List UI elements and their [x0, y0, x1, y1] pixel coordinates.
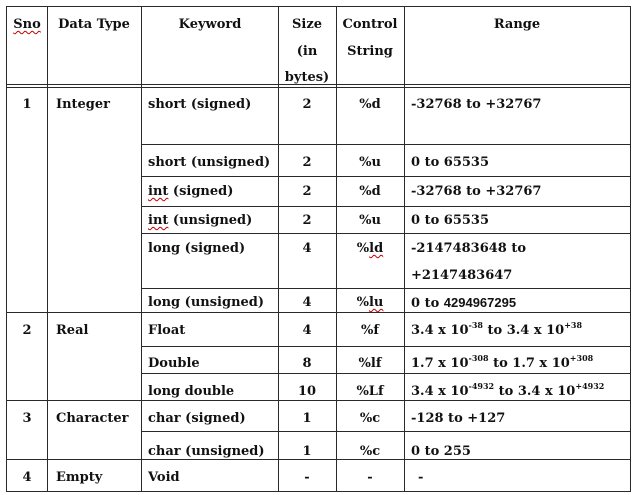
row-range — [411, 295, 516, 311]
data-types-table — [6, 6, 631, 492]
range-min: 1.7 x 10 — [411, 356, 469, 371]
control-percent: % — [356, 295, 369, 310]
range-min: 3.4 x 10 — [411, 323, 469, 338]
group-divider — [6, 312, 631, 313]
row-size: 1 — [302, 411, 312, 426]
row-size: 4 — [302, 241, 312, 256]
row-divider — [141, 346, 631, 347]
row-range-line1: -2147483648 to — [411, 241, 527, 256]
column-divider — [404, 6, 405, 492]
row-control-string: %d — [359, 184, 381, 199]
row-size: 4 — [302, 295, 312, 310]
row-keyword: long (signed) — [148, 241, 246, 256]
control-code: lu — [368, 295, 384, 310]
column-divider — [47, 6, 48, 492]
row-divider — [141, 233, 631, 234]
row-keyword: short (unsigned) — [148, 155, 271, 170]
header-divider — [6, 87, 631, 88]
row-sno: 2 — [22, 323, 32, 338]
row-control-string: - — [367, 470, 373, 485]
row-control-string — [357, 295, 384, 310]
control-code: ld — [369, 241, 384, 256]
row-data-type: Integer — [56, 97, 111, 112]
row-size: 8 — [302, 356, 312, 371]
row-control-string — [357, 241, 383, 256]
group-divider — [6, 459, 631, 460]
row-range — [411, 381, 605, 399]
row-size: 1 — [302, 444, 312, 459]
row-sno: 1 — [22, 97, 32, 112]
row-sno: 3 — [22, 411, 32, 426]
header-keyword: Keyword — [178, 17, 242, 32]
keyword-int: int — [148, 184, 169, 199]
range-max-exponent: +308 — [569, 353, 594, 363]
table-border-top — [6, 6, 631, 7]
row-range — [411, 320, 583, 338]
header-sno: Sno — [13, 17, 41, 32]
range-max: to 3.4 x 10 — [494, 384, 576, 399]
row-divider — [141, 144, 631, 145]
row-data-type: Empty — [56, 470, 103, 485]
row-keyword: char (unsigned) — [148, 444, 265, 459]
keyword-qualifier: (signed) — [168, 184, 234, 199]
row-keyword — [148, 184, 233, 199]
row-control-string: %c — [359, 411, 381, 426]
row-divider — [141, 431, 631, 432]
range-min: 3.4 x 10 — [411, 384, 469, 399]
header-control-line1: Control — [342, 17, 398, 32]
range-min-exponent: -4932 — [468, 381, 495, 391]
table-border-left — [6, 6, 7, 492]
range-max: to 3.4 x 10 — [482, 323, 565, 338]
row-control-string: %lf — [358, 356, 382, 371]
table-border-bottom — [6, 491, 631, 492]
row-size: 2 — [302, 184, 312, 199]
row-range: -128 to +127 — [411, 411, 506, 426]
row-keyword: long (unsigned) — [148, 295, 265, 310]
column-divider — [336, 6, 337, 492]
row-size: 2 — [302, 213, 312, 228]
row-control-string: %f — [361, 323, 379, 338]
row-divider — [141, 176, 631, 177]
row-size: 4 — [302, 323, 312, 338]
row-sno: 4 — [22, 470, 32, 485]
keyword-int: int — [148, 213, 169, 228]
range-max: 4294967295 — [443, 295, 517, 310]
row-keyword: Double — [148, 356, 200, 371]
row-control-string: %u — [359, 155, 381, 170]
header-data-type: Data Type — [58, 17, 130, 32]
row-keyword: Void — [148, 470, 180, 485]
row-keyword — [148, 213, 252, 228]
row-size: - — [304, 470, 310, 485]
column-divider — [278, 6, 279, 492]
header-size-line1: Size — [292, 17, 322, 32]
header-range: Range — [493, 17, 541, 32]
table-border-right — [630, 6, 631, 492]
column-divider — [141, 6, 142, 492]
row-control-string: %d — [359, 97, 381, 112]
row-range — [411, 353, 594, 371]
row-control-string: %Lf — [356, 384, 384, 399]
range-prefix: 0 to — [411, 296, 444, 311]
row-range-line2: +2147483647 — [411, 268, 513, 283]
row-range: - — [418, 470, 424, 485]
row-range: 0 to 65535 — [411, 213, 489, 228]
row-keyword: long double — [148, 384, 235, 399]
row-divider — [141, 373, 631, 374]
group-divider — [6, 400, 631, 401]
row-range: -32768 to +32767 — [411, 97, 542, 112]
row-range: 0 to 255 — [411, 444, 471, 459]
row-size: 10 — [297, 384, 317, 399]
row-range: 0 to 65535 — [411, 155, 489, 170]
control-percent: % — [356, 241, 370, 256]
row-data-type: Real — [56, 323, 89, 338]
range-max: to 1.7 x 10 — [488, 356, 570, 371]
range-min-exponent: -38 — [468, 320, 483, 330]
range-max-exponent: +4932 — [575, 381, 605, 391]
row-keyword: short (signed) — [148, 97, 252, 112]
header-size-line3: bytes) — [284, 70, 330, 85]
row-divider — [141, 288, 631, 289]
header-size-line2: (in — [296, 44, 318, 59]
row-control-string: %u — [359, 213, 381, 228]
row-size: 2 — [302, 97, 312, 112]
range-max-exponent: +38 — [564, 320, 583, 330]
keyword-qualifier: (unsigned) — [168, 213, 253, 228]
row-size: 2 — [302, 155, 312, 170]
row-keyword: char (signed) — [148, 411, 246, 426]
row-divider — [141, 206, 631, 207]
header-control-line2: String — [347, 44, 393, 59]
row-keyword: Float — [148, 323, 186, 338]
row-range: -32768 to +32767 — [411, 184, 542, 199]
row-control-string: %c — [359, 444, 381, 459]
range-min-exponent: -308 — [468, 353, 489, 363]
row-data-type: Character — [56, 411, 129, 426]
